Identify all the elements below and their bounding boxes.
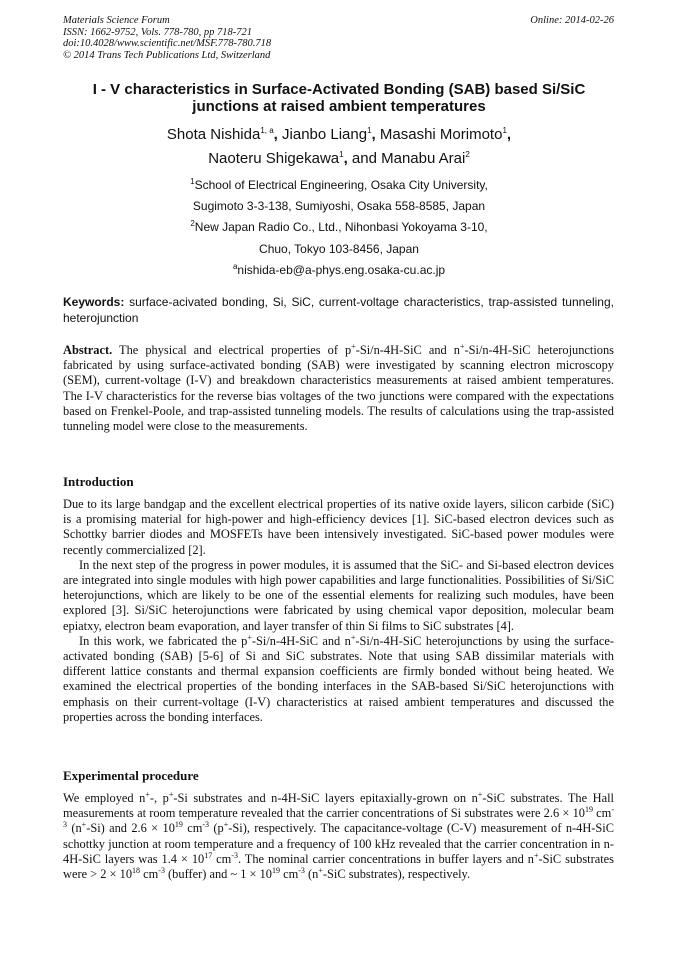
paragraph: We employed n+-, p+-Si substrates and n-4H-SiC layers epitaxially-grown on n+-SiC substrates. The Hall measurements at room temperature revealed that the carrier concentrations of Si substrates were $2.6 \times 10^{19}$ $cm^{-3}$ (n+-Si) and $2.6 \times 10^{19}$ $cm^{-3}$ (p+-Si), respectively. The capacitance-voltage (C-V) measurement of n-4H-SiC schottky junction at room temperature and a frequency of 100 kHz revealed that the carrier concentration in n-4H-SiC layers was $1.4 \times 10^{17}$ $cm^{-3}$. The nominal carrier concentrations in buffer layers and n+-SiC substrates were > $2 \times 10^{18}$ $cm^{-3}$ (buffer) and ~ $1 \times 10^{19}$ $cm^{-3}$ (n+-SiC substrates), respectively. [63,789,615,882]
affiliations [40,175,638,281]
doi-line: doi:10.4028/www.scientific.net/MSF.778-780.718 [63,38,272,50]
experimental-body [63,791,614,882]
author-affil-mark: 1, a [260,126,274,135]
abstract: Abstract. The physical and electrical properties of p+-Si/n-4H-SiC and n+-Si/n-4H-SiC heterojunctions fabricated by using surface-activated bonding (SAB) were investigated by scanning electron microscopy (SEM), current-voltage (I-V) and breakdown characteristics measurements at raised ambient temperatures. The I-V characteristics for the reverse bias voltages of the two junctions were compared with the expectations based on Frenkel-Poole, and trap-assisted tunneling models. The results of calculations using the trap-assisted tunneling model were close to the measurements. [63,341,615,434]
title-line-2: junctions at raised ambient temperatures [192,98,486,115]
copyright-line: © 2014 Trans Tech Publications Ltd, Switzerland [63,49,271,61]
section-heading-introduction: Introduction [63,474,134,489]
author-name: and Manabu Arai [351,150,466,167]
authors-line-2: Naoteru Shigekawa$^1$, and Manabu Arai$^2$ [208,150,470,167]
issn-line: ISSN: 1662-9752, Vols. 778-780, pp 718-721 [63,26,252,38]
author-list [40,123,638,171]
author-affil-mark: 1 [339,150,344,159]
journal-name: Materials Science Forum [63,15,170,26]
author-affil-mark: 2 [465,150,470,159]
paragraph: Due to its large bandgap and the excellent electrical properties of its native oxide layers, silicon carbide (SiC) is a promising material for high-power and high-efficiency devices [1]. SiC-based electron devices such as Schottky barrier diodes and MOSFETs have been intensively investigated. SiC-based power modules were recently commercialized [2]. [63,497,614,557]
affiliation-2-line-2: Chuo, Tokyo 103-8456, Japan [259,241,419,256]
introduction-body [63,497,614,725]
title-line-1: I - V characteristics in Surface-Activated Bonding (SAB) based Si/SiC [92,81,586,98]
running-header [63,15,614,61]
affiliation-1-line-2: Sugimoto 3-3-138, Sumiyoshi, Osaka 558-8585, Japan [192,199,486,214]
paragraph: In this work, we fabricated the p+-Si/n-4H-SiC and n+-Si/n-4H-SiC heterojunctions by using the surface-activated bonding (SAB) [5-6] of Si and SiC substrates. Note that using SAB dissimilar materials with different lattice constants and thermal expansion coefficients are firmly bonded without being heated. We examined the electrical properties of the bonding interfaces in the SAB-based Si/SiC heterojunctions with emphasis on their current-voltage (I-V) characteristics at raised ambient temperatures and discussed the properties across the bonding interfaces. [63,632,614,724]
author-name: Shota Nishida [166,126,261,143]
authors-line-1: Shota Nishida$^{1, a}$, Jianbo Liang$^1$, Masashi Morimoto$^1$, [166,126,512,143]
paragraph: In the next step of the progress in power modules, it is assumed that the SiC- and Si-based electron devices are integrated into single modules with high power capabilities and large functionalities. Possibilities of Si/SiC heterojunctions, which are likely to be one of the essential elements for realizing such modules, have been explored [3]. Si/SiC heterojunctions were fabricated by using chemical vapor deposition, molecular beam epiatxy, electron beam evaporation, and layer transfer of thin Si films to SiC substrates [4]. [63,557,614,633]
author-name: Jianbo Liang [282,126,368,143]
section-heading-experimental: Experimental procedure [63,768,199,783]
keywords-label: Keywords: [63,295,125,309]
author-name: Naoteru Shigekawa [208,150,340,167]
affiliation-1-line-1: $^1$School of Electrical Engineering, Osaka City University, [190,177,488,192]
abstract-label: Abstract. [63,343,113,357]
author-affil-mark: 1 [367,126,372,135]
keywords [63,295,614,326]
author-name: Masashi Morimoto [379,126,503,143]
keywords-text: surface-acivated bonding, Si, SiC, current-voltage characteristics, trap-assisted tunneling, heterojunction [63,295,614,325]
online-date: Online: 2014-02-26 [530,15,614,26]
paper-title [40,81,638,115]
author-email: $^a$nishida-eb@a-phys.eng.osaka-cu.ac.jp [232,261,446,277]
affiliation-2-line-1: $^2$New Japan Radio Co., Ltd., Nihonbasi Yokoyama 3-10, [190,219,488,235]
author-affil-mark: 1 [502,126,507,135]
